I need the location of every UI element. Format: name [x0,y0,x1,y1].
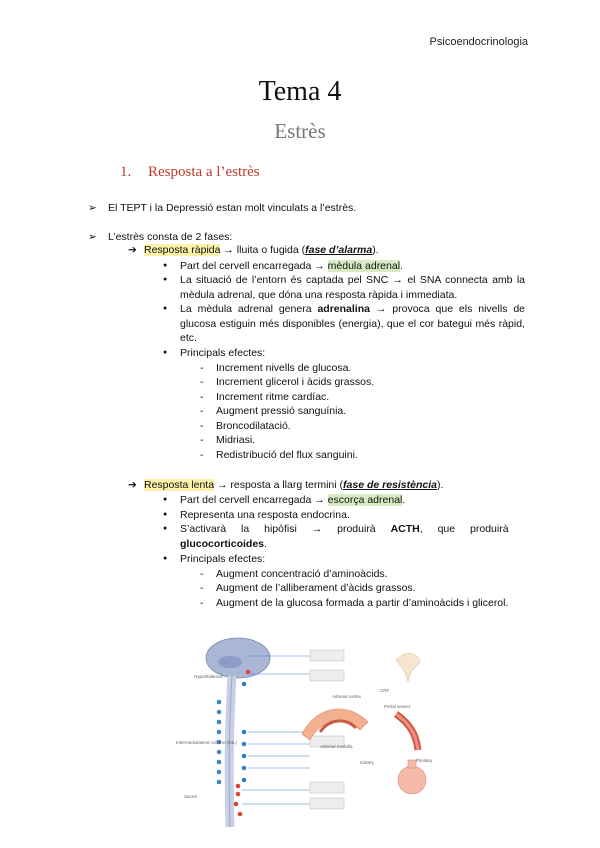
label-pituitary: Pituitary [416,758,433,763]
fast-effect-item: - Increment nivells de glucosa. [216,361,351,376]
fast-effect-item: - Midriasi. [216,433,255,448]
label-crf: CRF [380,688,390,693]
adrenaline-post: → provoca que els nivells de glucosa estiguin més disponibles (energia), que el cor bategui més ràpid, etc. [180,303,526,344]
slow-response-line [144,478,443,493]
label-kidney: Kidney [360,760,374,765]
fast-point-part [180,259,525,274]
label-adrenal-medulla: Adrenal medulla [320,744,353,749]
fast-effects-label-text: Principals efectes: [180,347,266,359]
slow-part-text: Part del cervell encarregada → [180,494,328,506]
adrenaline-term: adrenalina [317,303,370,315]
acth-mid: , que produirà [419,523,509,535]
right-arrow-icon: ➔ [128,244,137,256]
fast-effect-item: - Increment glicerol i àcids grassos. [216,375,374,390]
fast-effect-item: - Augment pressió sanguínia. [216,404,346,419]
pituitary-illustration [398,766,426,794]
page-title: Tema 4 [258,76,342,107]
portal-vessel-illustration [396,714,418,750]
course-header: Psicoendocrinologia [429,36,528,48]
slow-response-name: Resposta lenta [144,479,215,491]
brain-lobe [218,656,242,668]
bullet-arrow-icon: ➢ [88,231,97,243]
slow-endocrine-text: Representa una resposta endocrina. [180,509,350,521]
acth-pre: S’activarà la hipòfisi → produirà [180,523,391,535]
bullet-arrow-icon: ➢ [88,202,97,214]
resistance-phase: fase de resistència [343,479,437,491]
fast-effect-item: - Increment ritme cardíac. [216,390,329,405]
fast-part-end: . [400,260,403,272]
stress-response-diagram [170,632,440,842]
label-sacral: Sacral [184,794,197,799]
right-arrow-icon: ➔ [128,479,137,491]
fast-situation-text: La situació de l’entorn és captada pel SNC → el SNA connecta amb la mèdula adrenal, que dóna una resposta ràpida i immediata. [180,274,525,301]
section-number: 1. [120,164,132,180]
bullet-phases: L’estrès consta de 2 fases: [108,231,233,243]
fast-effect-item: - Redistribució del flux sanguini. [216,448,358,463]
fast-point-situation [180,273,525,302]
adrenal-cortex-highlight: escorça adrenal [327,494,403,506]
slow-effect-item: - Augment de la glucosa formada a partir d’aminoàcids i glicerol. [216,596,508,611]
fast-part-text: Part del cervell encarregada → [180,260,328,272]
section-title: Resposta a l’estrès [148,164,260,180]
slow-effects-label-text: Principals efectes: [180,553,266,565]
section-heading [120,164,260,181]
slow-effects-label [180,552,265,567]
slow-point-endocrine [180,508,525,523]
slow-effect-item: - Augment concentració d’aminoàcids. [216,567,388,582]
hypothalamus-illustration [396,653,420,682]
label-hypothalamus: Hypothalamus [194,674,223,679]
blue-neurons [242,682,247,783]
slow-response-desc: → resposta a llarg termini ( [214,479,344,491]
glucocorticoids-line [180,537,267,552]
slow-point-part [180,493,525,508]
label-adrenal-cortex: Adrenal cortex [332,694,362,699]
fast-point-adrenaline [180,302,525,346]
acth-term: ACTH [390,523,420,535]
label-portal: Portal vessel [384,704,410,709]
page-subtitle: Estrès [274,119,326,143]
fast-response-name: Resposta ràpida [144,244,221,256]
slow-effect-item: - Augment de l’alliberament d’àcids grassos. [216,581,416,596]
fast-response-desc: → lluita o fugida ( [220,244,306,256]
fast-response-close: ). [372,244,379,256]
label-cord: Intermediolateral column (IML) [176,740,238,745]
alarm-phase: fase d’alarma [305,244,373,256]
bullet-tept: El TEPT i la Depressió estan molt vinculats a l’estrès. [108,202,357,214]
slow-response-close: ). [437,479,444,491]
adrenal-cortex-illustration [302,709,368,740]
slow-part-end: . [402,494,406,506]
slow-point-acth [180,522,525,537]
glucocorticoids-end: . [264,538,267,550]
fast-effect-item: - Broncodilatació. [216,419,291,434]
adrenaline-pre: La mèdula adrenal genera [180,303,318,315]
adrenal-medulla-highlight: mèdula adrenal [327,260,401,272]
fast-response-line [144,243,379,258]
nerve-fibers [242,656,310,804]
fast-effects-label [180,346,265,361]
glucocorticoids-term: glucocorticoides [180,538,265,550]
